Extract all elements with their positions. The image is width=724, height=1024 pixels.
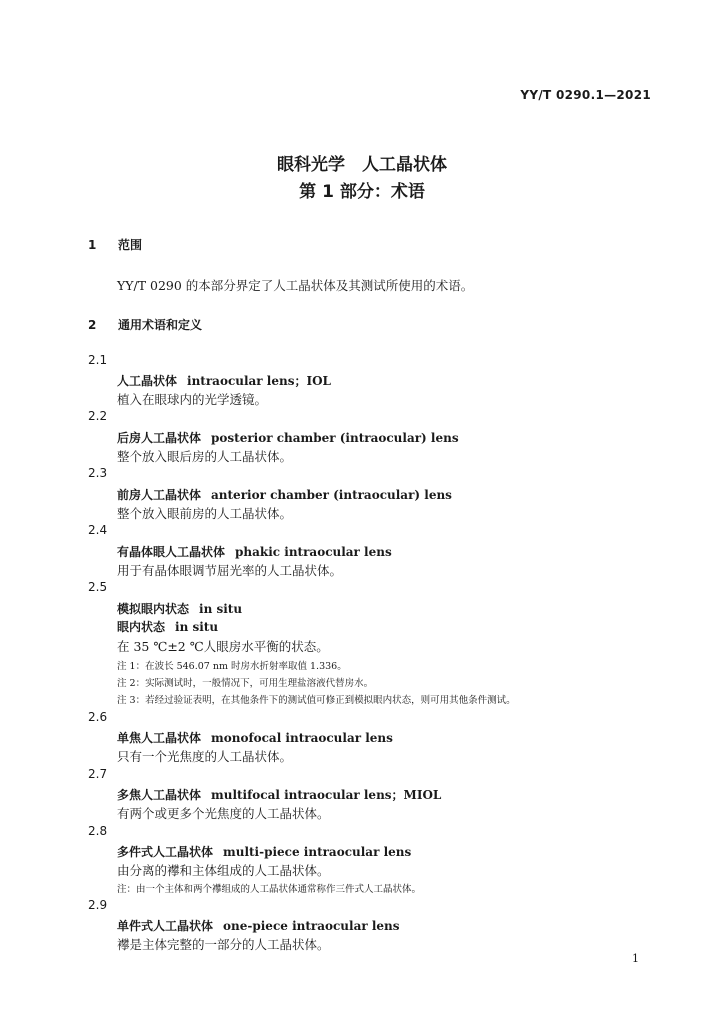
- term-entry-alt: [117, 618, 218, 635]
- term-number: 2.8: [88, 824, 108, 838]
- term-number: 2.1: [88, 353, 108, 367]
- term-definition: 在 35 ℃±2 ℃人眼房水平衡的状态。: [117, 639, 329, 654]
- term-entry: [117, 843, 411, 860]
- term-entry: [117, 429, 459, 446]
- term-chinese: 模拟眼内状态: [117, 602, 190, 616]
- term-english: in situ: [175, 620, 219, 634]
- term-note: 注：由一个主体和两个襻组成的人工晶状体通常称作三件式人工晶状体。: [117, 884, 422, 895]
- section-number: 1: [88, 238, 97, 252]
- term-english: in situ: [199, 602, 243, 616]
- term-number: 2.3: [88, 466, 108, 480]
- document-title: 眼科光学 人工晶状体: [277, 155, 447, 175]
- term-number: 2.7: [88, 767, 108, 781]
- term-definition: 整个放入眼后房的人工晶状体。: [117, 449, 293, 464]
- term-definition: 有两个或更多个光焦度的人工晶状体。: [117, 806, 330, 821]
- section-heading-scope: [88, 236, 142, 253]
- term-english: monofocal intraocular lens: [211, 731, 393, 745]
- term-definition: 植入在眼球内的光学透镜。: [117, 392, 268, 407]
- section-heading-terms: [88, 316, 202, 333]
- term-number: 2.6: [88, 710, 108, 724]
- term-english: one-piece intraocular lens: [223, 919, 400, 933]
- term-definition: 用于有晶体眼调节屈光率的人工晶状体。: [117, 563, 343, 578]
- term-entry: [117, 543, 392, 560]
- scope-paragraph: YY/T 0290 的本部分界定了人工晶状体及其测试所使用的术语。: [117, 278, 474, 293]
- term-english: phakic intraocular lens: [235, 545, 392, 559]
- section-title: 通用术语和定义: [118, 318, 203, 332]
- term-english: posterior chamber (intraocular) lens: [211, 431, 459, 445]
- page-number: 1: [632, 952, 639, 965]
- term-chinese: 人工晶状体: [117, 374, 178, 388]
- term-definition: 襻是主体完整的一部分的人工晶状体。: [117, 937, 330, 952]
- term-chinese: 单件式人工晶状体: [117, 919, 214, 933]
- term-entry: [117, 486, 452, 503]
- term-definition: 整个放入眼前房的人工晶状体。: [117, 506, 293, 521]
- term-number: 2.4: [88, 523, 108, 537]
- term-definition: 由分离的襻和主体组成的人工晶状体。: [117, 863, 330, 878]
- term-english: multifocal intraocular lens；MIOL: [211, 788, 442, 802]
- term-english: anterior chamber (intraocular) lens: [211, 488, 452, 502]
- term-note: 注 1：在波长 546.07 nm 时房水折射率取值 1.336。: [117, 661, 347, 672]
- section-number: 2: [88, 318, 97, 332]
- term-note: 注 3：若经过验证表明，在其他条件下的测试值可修正到模拟眼内状态，则可用其他条件测试。: [117, 695, 516, 706]
- section-title: 范围: [118, 238, 143, 252]
- term-entry: [117, 372, 331, 389]
- term-number: 2.5: [88, 580, 108, 594]
- term-entry: [117, 786, 441, 803]
- term-english: intraocular lens；IOL: [187, 374, 331, 388]
- term-chinese: 多焦人工晶状体: [117, 788, 202, 802]
- term-chinese: 眼内状态: [117, 620, 166, 634]
- term-chinese: 后房人工晶状体: [117, 431, 202, 445]
- standard-code: YY/T 0290.1—2021: [520, 88, 651, 102]
- term-chinese: 多件式人工晶状体: [117, 845, 214, 859]
- term-entry: [117, 917, 400, 934]
- term-chinese: 有晶体眼人工晶状体: [117, 545, 226, 559]
- document-subtitle: 第 1 部分：术语: [299, 182, 425, 202]
- term-number: 2.9: [88, 898, 108, 912]
- term-definition: 只有一个光焦度的人工晶状体。: [117, 749, 293, 764]
- term-entry: [117, 600, 242, 617]
- term-chinese: 单焦人工晶状体: [117, 731, 202, 745]
- term-english: multi-piece intraocular lens: [223, 845, 412, 859]
- term-number: 2.2: [88, 409, 108, 423]
- term-chinese: 前房人工晶状体: [117, 488, 202, 502]
- term-entry: [117, 729, 393, 746]
- term-note: 注 2：实际测试时，一般情况下，可用生理盐溶液代替房水。: [117, 678, 374, 689]
